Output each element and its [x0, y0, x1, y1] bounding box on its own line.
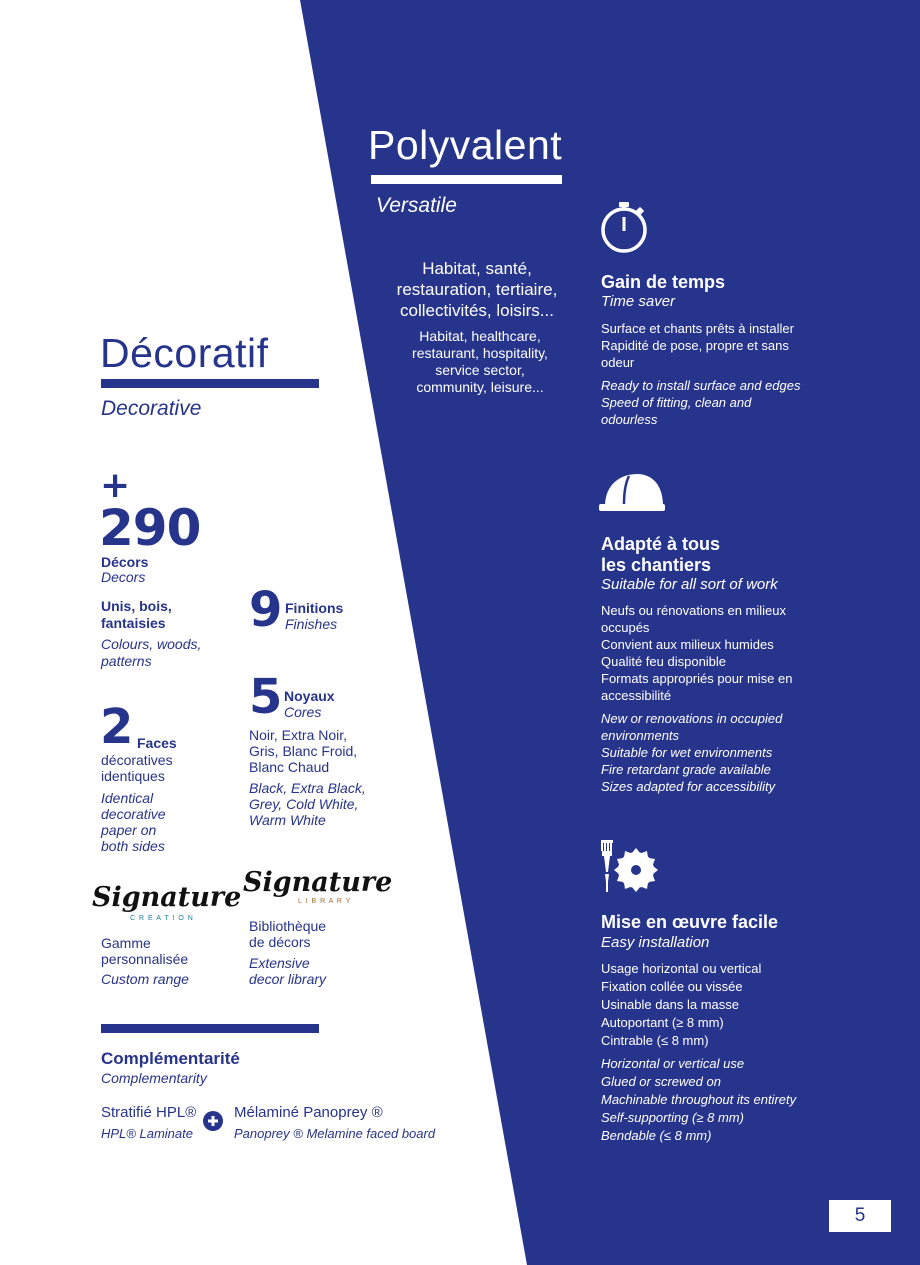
feature-all-work-title: [601, 534, 720, 576]
signature-library-en-line: decor library: [249, 971, 327, 987]
feature-en-item: Self-supporting (≥ 8 mm): [601, 1110, 744, 1125]
signature-library-logo: [243, 867, 393, 913]
feature-all-work-title-line: les chantiers: [601, 555, 712, 575]
faces-fr-line: décoratives: [101, 752, 173, 768]
decors-label: Décors: [101, 554, 149, 570]
faces-en-line: paper on: [101, 822, 157, 838]
faces-desc-fr: [101, 752, 173, 784]
feature-time-saver-subtitle: Time saver: [601, 293, 676, 310]
feature-en-item: Machinable throughout its entirety: [601, 1092, 797, 1107]
stopwatch-icon: [599, 200, 653, 254]
faces-en-line: Identical: [101, 790, 154, 806]
signature-creation-logo: [92, 882, 242, 928]
feature-easy-install-subtitle: Easy installation: [601, 934, 710, 951]
polyvalent-underline: [371, 175, 562, 184]
polyvalent-en-line: Habitat, healthcare,: [419, 328, 541, 344]
noyaux-label-en: Cores: [284, 704, 322, 720]
feature-en-item: Fire retardant grade available: [601, 762, 771, 777]
feature-en-item: Ready to install surface and edges: [601, 378, 801, 393]
feature-time-saver-en-list: [601, 377, 841, 428]
feature-fr-item: Usinable dans la masse: [601, 997, 740, 1012]
signature-library-fr: [249, 918, 326, 950]
complementarite-subtitle: Complementarity: [101, 1070, 207, 1086]
feature-easy-install-en-list: [601, 1055, 851, 1145]
feature-all-work-en-list: [601, 710, 841, 795]
noyaux-fr-line: Noir, Extra Noir,: [249, 727, 348, 743]
finitions-label: Finitions: [285, 600, 344, 616]
polyvalent-fr-line: restauration, tertiaire,: [396, 280, 558, 299]
decors-number: 290: [99, 499, 201, 557]
signature-creation-logo-sub: C R E A T I O N: [130, 915, 194, 922]
feature-fr-item: Cintrable (≤ 8 mm): [601, 1033, 709, 1048]
feature-easy-install-title: Mise en œuvre facile: [601, 912, 779, 932]
feature-en-item: Glued or screwed on: [601, 1074, 721, 1089]
polyvalent-subtitle: Versatile: [376, 194, 457, 217]
feature-fr-item: Rapidité de pose, propre et sans: [601, 338, 789, 353]
feature-all-work-subtitle: Suitable for all sort of work: [601, 576, 778, 593]
panoprey-label-en: Panoprey ® Melamine faced board: [234, 1126, 436, 1141]
decors-label-en: Decors: [101, 569, 146, 585]
feature-time-saver-fr-list: [601, 320, 841, 371]
decoratif-underline: [101, 379, 319, 388]
feature-all-work-fr-list: [601, 602, 841, 704]
complementarite-bar: [101, 1024, 319, 1033]
decoratif-subtitle: Decorative: [101, 397, 202, 420]
decors-types-en: [101, 636, 201, 670]
feature-fr-item: Usage horizontal ou vertical: [601, 961, 762, 976]
decors-types-en-line: Colours, woods,: [101, 636, 202, 652]
feature-fr-item: Fixation collée ou vissée: [601, 979, 743, 994]
feature-fr-item: Convient aux milieux humides: [601, 637, 774, 652]
noyaux-list-en: [249, 780, 366, 828]
feature-fr-item: Surface et chants prêts à installer: [601, 321, 794, 336]
signature-creation-en: Custom range: [101, 971, 189, 987]
noyaux-en-line: Grey, Cold White,: [249, 796, 359, 812]
feature-time-saver-title: Gain de temps: [601, 272, 726, 292]
plus-circle-icon: [203, 1111, 223, 1131]
polyvalent-fr-line: collectivités, loisirs...: [400, 301, 554, 320]
feature-en-item: Sizes adapted for accessibility: [601, 779, 776, 794]
feature-fr-item: accessibilité: [601, 688, 672, 703]
signature-creation-fr-line: Gamme: [101, 935, 151, 951]
noyaux-fr-line: Gris, Blanc Froid,: [249, 743, 358, 759]
signature-library-fr-line: de décors: [249, 934, 311, 950]
feature-en-item: Speed of fitting, clean and: [601, 395, 752, 410]
feature-all-work-title-line: Adapté à tous: [601, 534, 721, 554]
signature-creation-fr-line: personnalisée: [101, 951, 189, 967]
signature-library-logo-text: Signature: [243, 867, 393, 898]
polyvalent-en-text: [390, 328, 570, 396]
signature-creation-logo-text: Signature: [92, 882, 242, 913]
signature-library-en-line: Extensive: [249, 955, 310, 971]
polyvalent-en-line: service sector,: [435, 362, 525, 378]
panoprey-label: Mélaminé Panoprey ®: [234, 1104, 383, 1121]
signature-library-en: [249, 955, 326, 987]
polyvalent-fr-text: [382, 258, 572, 321]
finitions-label-en: Finishes: [285, 616, 338, 632]
faces-fr-line: identiques: [101, 768, 165, 784]
faces-en-line: both sides: [101, 838, 165, 854]
faces-label: Faces: [137, 735, 177, 751]
faces-en-line: decorative: [101, 806, 166, 822]
signature-creation-fr: [101, 935, 188, 967]
noyaux-fr-line: Blanc Chaud: [249, 759, 330, 775]
decors-types-line: Unis, bois,: [101, 598, 172, 614]
feature-en-item: Horizontal or vertical use: [601, 1056, 745, 1071]
decors-types: [101, 598, 172, 632]
feature-fr-item: Qualité feu disponible: [601, 654, 727, 669]
noyaux-en-line: Black, Extra Black,: [249, 780, 366, 796]
feature-en-item: Bendable (≤ 8 mm): [601, 1128, 712, 1143]
feature-en-item: environments: [601, 728, 680, 743]
feature-en-item: odourless: [601, 412, 658, 427]
feature-fr-item: occupés: [601, 620, 650, 635]
hard-hat-icon: [599, 470, 667, 514]
polyvalent-en-line: community, leisure...: [416, 379, 544, 395]
decors-types-line: fantaisies: [101, 615, 166, 631]
feature-en-item: New or renovations in occupied: [601, 711, 783, 726]
feature-easy-install-fr-list: [601, 960, 841, 1050]
finitions-number: 9: [249, 582, 283, 638]
drill-saw-icon: [599, 840, 659, 894]
signature-library-fr-line: Bibliothèque: [249, 918, 327, 934]
noyaux-en-line: Warm White: [249, 812, 326, 828]
noyaux-number: 5: [249, 669, 283, 725]
decors-types-en-line: patterns: [101, 653, 152, 669]
noyaux-label: Noyaux: [284, 688, 335, 704]
polyvalent-fr-line: Habitat, santé,: [422, 259, 532, 278]
faces-number: 2: [100, 699, 134, 755]
decors-plus: +: [100, 465, 131, 506]
feature-fr-item: Formats appropriés pour mise en: [601, 671, 793, 686]
noyaux-list-fr: [249, 727, 357, 775]
hpl-label-en: HPL® Laminate: [101, 1126, 193, 1141]
complementarite-title: Complémentarité: [101, 1049, 240, 1068]
feature-fr-item: Neufs ou rénovations en milieux: [601, 603, 786, 618]
feature-fr-item: odeur: [601, 355, 635, 370]
page-number: 5: [829, 1200, 891, 1232]
hpl-label: Stratifié HPL®: [101, 1104, 197, 1121]
feature-fr-item: Autoportant (≥ 8 mm): [601, 1015, 724, 1030]
faces-desc-en: [101, 790, 166, 854]
signature-library-logo-sub: L I B R A R Y: [298, 898, 352, 905]
decoratif-title: Décoratif: [100, 330, 269, 376]
feature-en-item: Suitable for wet environments: [601, 745, 773, 760]
polyvalent-title: Polyvalent: [368, 122, 563, 168]
polyvalent-en-line: restaurant, hospitality,: [412, 345, 548, 361]
